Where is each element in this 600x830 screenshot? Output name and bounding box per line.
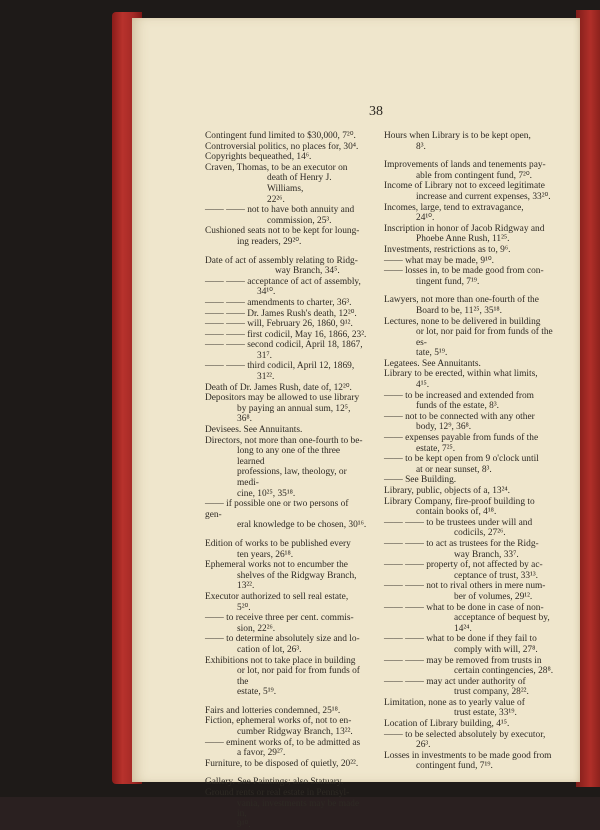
index-entry: —— —— what to be done in case of non- [384, 602, 544, 613]
index-entry: —— —— acceptance of act of assembly, [205, 276, 361, 287]
index-entry: cine, 10²⁵, 35¹⁸. [237, 488, 296, 499]
index-entry: —— what may be made, 9¹⁰. [384, 255, 494, 266]
index-entry: cumber Ridgway Branch, 13²². [237, 727, 353, 738]
index-entry: a favor, 29²⁷. [237, 748, 286, 759]
index-entry: —— —— first codicil, May 16, 1866, 23². [205, 329, 367, 340]
index-entry: Edition of works to be published every [205, 538, 351, 549]
index-entry: way Branch, 34⁵. [275, 266, 340, 277]
index-entry: estate, 5¹⁹. [237, 687, 277, 698]
index-entry: tate, 5¹⁹. [416, 348, 448, 359]
index-entry: eral knowledge to be chosen, 30¹⁶. [237, 520, 367, 531]
section-gap [205, 698, 367, 706]
index-entry: acceptance of bequest by, 14²⁴. [454, 613, 550, 634]
index-entry: Hours when Library is to be kept open, [384, 131, 531, 141]
index-entry: Gallery. See Paintings; also Statuary. [205, 777, 344, 788]
index-entry: Limitation, none as to yearly value of [384, 697, 525, 708]
index-entry: Library to be erected, within what limits, [384, 369, 538, 380]
section-gap [205, 248, 367, 256]
index-column-left [205, 131, 367, 830]
index-entry: —— —— to act as trustees for the Ridg- [384, 538, 539, 549]
index-entry: 24¹⁰. [416, 213, 435, 224]
index-entry: Copyrights bequeathed, 14⁶. [205, 152, 312, 163]
index-entry: body, 12⁹, 36⁸. [416, 422, 472, 433]
index-entry: —— —— Dr. James Rush's death, 12²⁰. [205, 308, 357, 319]
index-entry: death of Henry J. Williams, [267, 173, 332, 194]
index-entry: codicils, 27²⁶. [454, 528, 506, 539]
index-entry: Death of Dr. James Rush, date of, 12²⁰. [205, 382, 352, 393]
index-entry: Contingent fund limited to $30,000, 7²⁰. [205, 131, 356, 141]
index-entry: contain books of, 4¹⁸. [416, 507, 497, 518]
index-entry: long to any one of the three learned [237, 446, 341, 467]
index-entry: —— —— may act under authority of [384, 676, 526, 687]
index-entry: funds of the estate, 8³. [416, 401, 499, 412]
index-entry: 5²⁰. [237, 602, 251, 613]
index-entry: or lot, nor paid for from funds of the es- [416, 327, 553, 348]
index-entry: increase and current expenses, 33²⁰. [416, 191, 551, 202]
index-entry: —— —— not to rival others in mere num- [384, 581, 546, 592]
index-entry: —— to receive three per cent. commis- [205, 613, 354, 624]
index-entry: 26³. [416, 740, 431, 751]
index-entry: 4¹⁵. [416, 380, 430, 391]
index-entry: commission, 25³. [267, 215, 332, 226]
index-entry: —— —— what to be done if they fail to [384, 634, 537, 645]
index-entry: certain contingencies, 28⁸. [454, 666, 554, 677]
index-entry: trust estate, 33¹⁹. [454, 708, 517, 719]
index-entry: 8³. [416, 141, 426, 152]
index-entry: cation of lot, 26³. [237, 644, 302, 655]
index-entry: Fiction, ephemeral works of, not to en- [205, 716, 352, 727]
index-entry: —— —— will, February 26, 1860, 9¹². [205, 319, 353, 330]
index-entry: Date of act of assembly relating to Ridg- [205, 255, 358, 266]
index-entry: or lot, nor paid for from funds of the [237, 666, 360, 687]
index-entry: Board to be, 11²⁵, 35¹⁸. [416, 305, 503, 316]
index-entry: —— to be increased and extended from [384, 390, 534, 401]
index-entry: —— to be kept open from 9 o'clock until [384, 454, 539, 465]
index-entry: shelves of the Ridgway Branch, 13²². [237, 570, 357, 592]
index-entry: —— eminent works of, to be admitted as [205, 737, 361, 748]
index-entry: sion, 22²⁶. [237, 623, 276, 634]
index-entry: Directors, not more than one-fourth to be- [205, 435, 363, 446]
section-gap [384, 152, 554, 160]
index-entry: —— —— amendments to charter, 36³. [205, 297, 352, 308]
index-entry: at or near sunset, 8³. [416, 464, 492, 475]
index-entry: ten years, 26¹⁸. [237, 549, 294, 560]
index-entry: —— —— not to have both annuity and [205, 205, 355, 216]
index-entry: —— to be selected absolutely by executor, [384, 729, 546, 740]
index-entry: —— to determine absolutely size and lo- [205, 634, 360, 645]
index-entry: Income of Library not to exceed legitimate [384, 181, 545, 192]
index-entry: professions, law, theology, or medi- [237, 467, 347, 488]
index-entry: Ephemeral works not to encumber the [205, 560, 348, 571]
index-entry: ceptance of trust, 33¹³. [454, 570, 538, 581]
index-entry: estate, 7²⁵. [416, 443, 456, 454]
index-entry: ing readers, 29²⁰. [237, 236, 302, 247]
index-entry: 22²⁶. [267, 194, 285, 205]
index-entry: 34¹⁰. [257, 287, 276, 298]
index-entry: trust company, 28²². [454, 687, 529, 698]
index-entry: Phoebe Anne Rush, 11²⁵. [416, 234, 510, 245]
index-entry: Incomes, large, tend to extravagance, [384, 202, 524, 213]
index-entry: 9¹⁰. [237, 819, 251, 830]
index-entry: —— losses in, to be made good from con- [384, 266, 544, 277]
index-entry: —— if possible one or two persons of gen- [205, 499, 349, 520]
index-entry: tingent fund, 7¹⁹. [416, 276, 480, 287]
index-entry: Cushioned seats not to be kept for loung- [205, 226, 360, 237]
index-entry: Ground rents or real estate in Pennsyl- [205, 788, 350, 799]
index-entry: contingent fund, 7¹⁹. [416, 761, 493, 772]
index-column-right [384, 131, 554, 772]
index-entry: Library, public, objects of a, 13²⁴. [384, 486, 511, 496]
section-gap [205, 531, 367, 539]
index-entry: —— expenses payable from funds of the [384, 433, 539, 444]
index-entry: by paying an annual sum, 12⁵, 36⁸. [237, 403, 351, 425]
index-entry: 31⁷. [257, 350, 272, 361]
index-entry: way Branch, 33⁷. [454, 549, 519, 560]
index-entry: —— See Building. [384, 475, 457, 486]
index-entry: Legatees. See Annuitants. [384, 358, 481, 369]
index-entry: Improvements of lands and tenements pay- [384, 160, 546, 171]
index-entry: Executor authorized to sell real estate, [205, 591, 349, 602]
index-entry: Library Company, fire-proof building to [384, 496, 535, 507]
index-entry: able from contingent fund, 7²⁰. [416, 170, 532, 181]
index-entry: vania, investments may be made in, [237, 798, 360, 820]
index-entry: Exhibitions not to take place in building [205, 655, 356, 666]
index-entry: Devisees. See Annuitants. [205, 425, 303, 436]
index-entry: Lawyers, not more than one-fourth of the [384, 295, 539, 306]
index-entry: comply with will, 27⁸. [454, 644, 538, 655]
index-entry: —— —— third codicil, April 12, 1869, [205, 361, 355, 372]
index-entry: Investments, restrictions as to, 9⁶. [384, 244, 511, 255]
index-entry: ber of volumes, 29¹². [454, 591, 533, 602]
index-entry: —— not to be connected with any other [384, 411, 535, 422]
index-entry: —— —— property of, not affected by ac- [384, 560, 543, 571]
page-number: 38 [369, 104, 383, 119]
index-entry: 31²². [257, 372, 275, 383]
index-entry: Furniture, to be disposed of quietly, 20²². [205, 758, 359, 769]
index-entry: Fairs and lotteries condemned, 25¹⁸. [205, 705, 341, 716]
index-entry: —— —— second codicil, April 18, 1867, [205, 340, 363, 351]
section-gap [205, 769, 367, 777]
index-entry: Lectures, none to be delivered in building [384, 316, 541, 327]
index-entry: Craven, Thomas, to be an executor on [205, 162, 348, 173]
index-entry: —— —— may be removed from trusts in [384, 655, 542, 666]
index-entry: Location of Library building, 4¹⁵. [384, 719, 510, 730]
index-entry: Losses in investments to be made good from [384, 750, 552, 761]
index-entry: Inscription in honor of Jacob Ridgway and [384, 223, 545, 234]
index-entry: Controversial politics, no places for, 30⁴. [205, 141, 359, 152]
index-entry: Depositors may be allowed to use library [205, 393, 360, 404]
index-entry: —— —— to be trustees under will and [384, 517, 533, 528]
